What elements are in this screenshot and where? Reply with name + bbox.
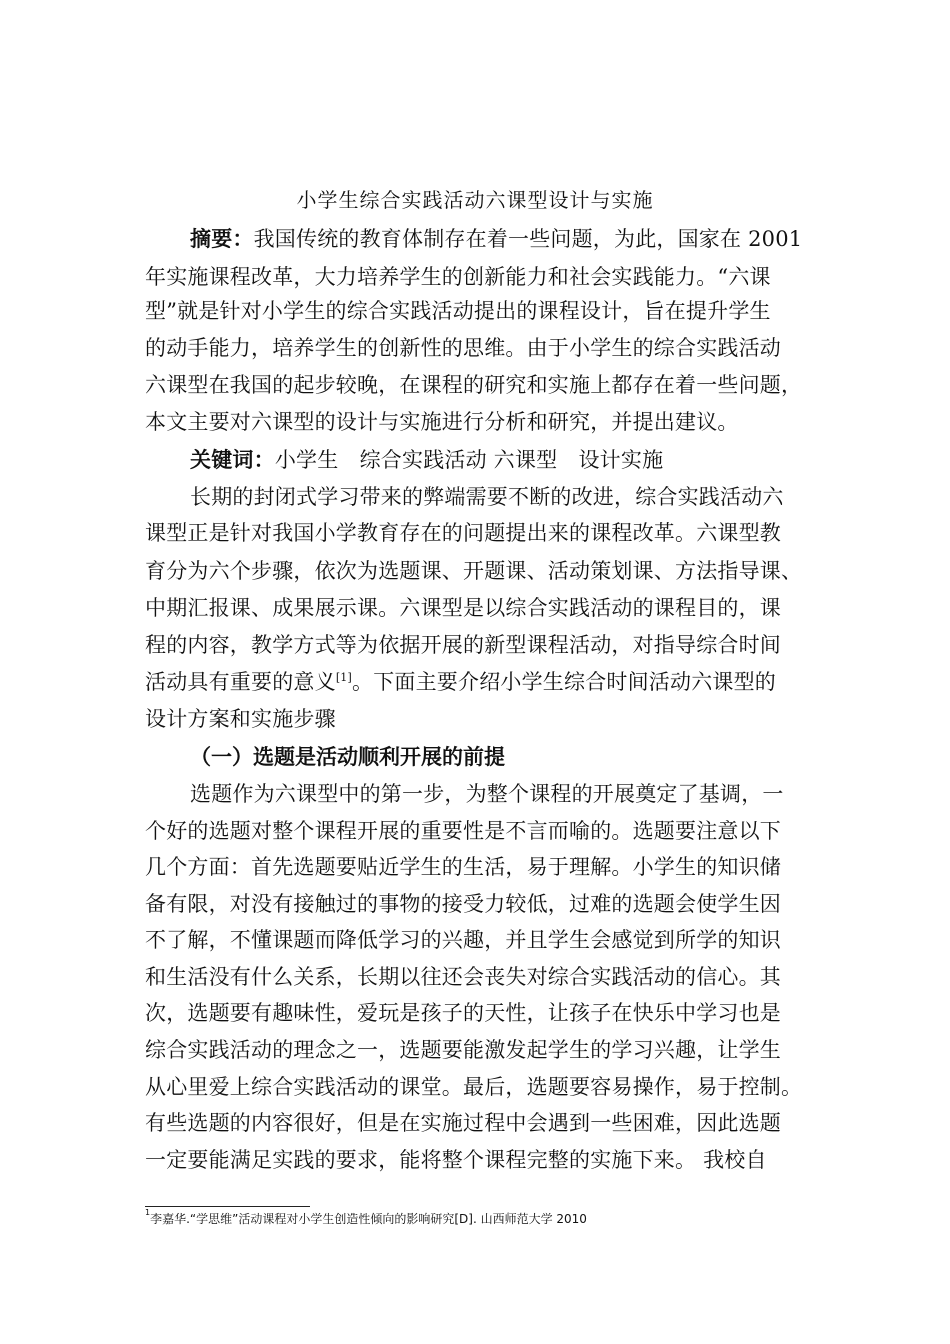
abstract-line: 型”就是针对小学生的综合实践活动提出的课程设计，旨在提升学生 — [145, 299, 771, 323]
footnote-marker: 1 — [145, 1208, 151, 1217]
abstract-line: 年实施课程改革，大力培养学生的创新能力和社会实践能力。“六课 — [145, 265, 771, 289]
footnote-text: 李嘉华.“学思维”活动课程对小学生创造性倾向的影响研究[D]. 山西师范大学 2010 — [150, 1212, 587, 1226]
section-line: 从心里爱上综合实践活动的课堂。最后，选题要容易操作，易于控制。 — [145, 1075, 803, 1099]
intro-line: 长期的封闭式学习带来的弊端需要不断的改进，综合实践活动六 — [190, 485, 784, 509]
intro-line: 课型正是针对我国小学教育存在的问题提出来的课程改革。六课型教 — [145, 521, 781, 545]
abstract-text: 我国传统的教育体制存在着一些问题，为此，国家在 2001 — [253, 227, 803, 251]
section-line: 综合实践活动的理念之一，选题要能激发起学生的学习兴趣，让学生 — [145, 1038, 781, 1062]
section-line: 一定要能满足实践的要求，能将整个课程完整的实施下来。 我校自 — [145, 1148, 767, 1172]
section-line: 次，选题要有趣味性，爱玩是孩子的天性，让孩子在快乐中学习也是 — [145, 1001, 781, 1025]
abstract-line — [190, 220, 807, 258]
footnote — [145, 1210, 587, 1227]
abstract-line: 六课型在我国的起步较晚，在课程的研究和实施上都存在着一些问题， — [145, 373, 803, 397]
section-heading: （一）选题是活动顺利开展的前提 — [190, 745, 505, 769]
citation-marker: [1] — [335, 671, 352, 684]
intro-text: 活动具有重要的意义 — [145, 670, 336, 694]
section-line: 备有限，对没有接触过的事物的接受力较低，过难的选题会使学生因 — [145, 892, 781, 916]
intro-line: 程的内容，教学方式等为依据开展的新型课程活动，对指导综合时间 — [145, 633, 781, 657]
section-line: 和生活没有什么关系，长期以往还会丧失对综合实践活动的信心。其 — [145, 965, 781, 989]
section-line: 不了解，不懂课题而降低学习的兴趣，并且学生会感觉到所学的知识 — [145, 928, 781, 952]
keywords-line — [190, 441, 807, 479]
section-line: 个好的选题对整个课程开展的重要性是不言而喻的。选题要注意以下 — [145, 819, 781, 843]
intro-line: 中期汇报课、成果展示课。六课型是以综合实践活动的课程目的，课 — [145, 596, 781, 620]
section-line: 几个方面：首先选题要贴近学生的生活，易于理解。小学生的知识储 — [145, 855, 781, 879]
intro-line: 设计方案和实施步骤 — [145, 707, 336, 731]
section-line: 选题作为六课型中的第一步，为整个课程的开展奠定了基调，一 — [190, 782, 784, 806]
keywords-label: 关键词： — [190, 448, 275, 472]
intro-line — [145, 663, 807, 701]
abstract-line: 本文主要对六课型的设计与实施进行分析和研究，并提出建议。 — [145, 410, 739, 434]
abstract-line: 的动手能力，培养学生的创新性的思维。由于小学生的综合实践活动 — [145, 336, 781, 360]
keywords-text: 小学生 综合实践活动 六课型 设计实施 — [274, 448, 664, 472]
intro-text: 。下面主要介绍小学生综合时间活动六课型的 — [352, 670, 776, 694]
abstract-label: 摘要： — [190, 227, 254, 251]
footnote-divider — [145, 1206, 310, 1207]
section-line: 有些选题的内容很好，但是在实施过程中会遇到一些困难，因此选题 — [145, 1111, 781, 1135]
document-title: 小学生综合实践活动六课型设计与实施 — [296, 188, 654, 212]
intro-line: 育分为六个步骤，依次为选题课、开题课、活动策划课、方法指导课、 — [145, 559, 803, 583]
